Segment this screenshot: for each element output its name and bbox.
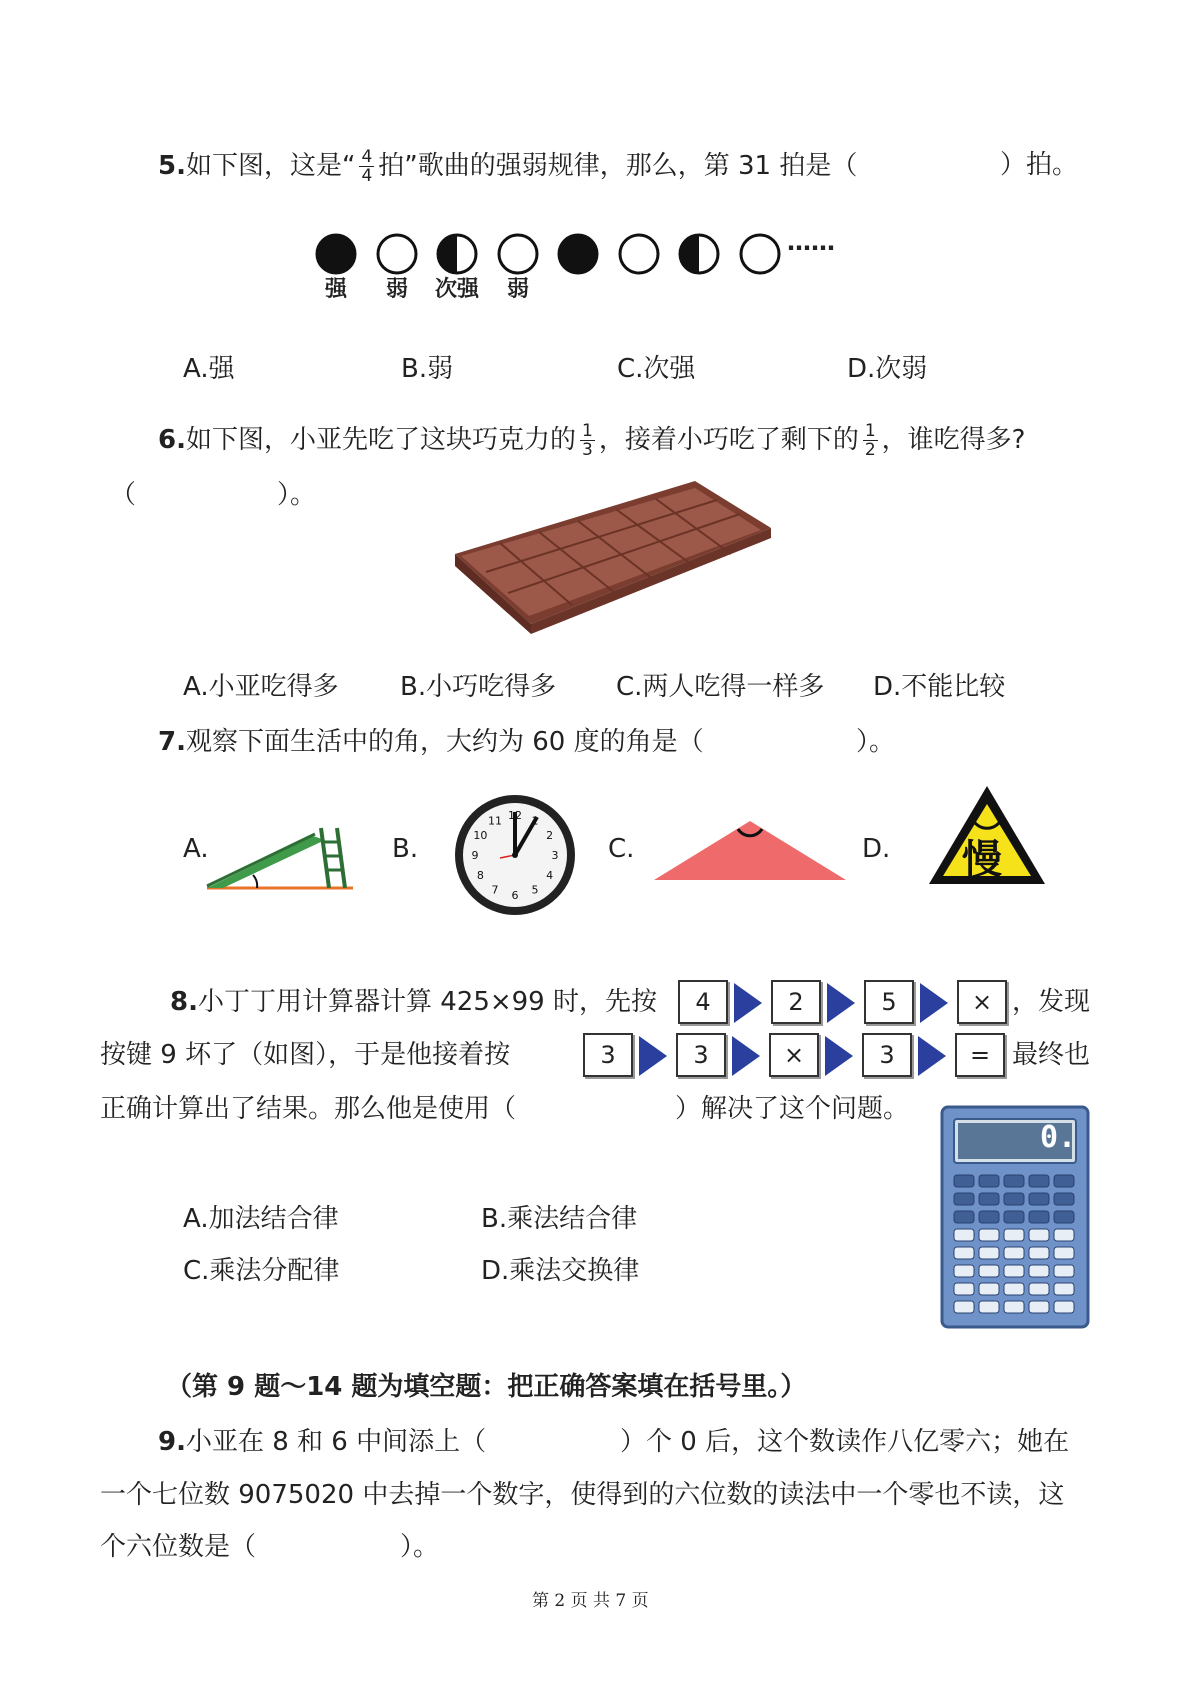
calculator-key: [979, 1247, 999, 1259]
q6-pre: 如下图，小亚先吃了这块巧克力的: [185, 425, 576, 455]
q6-option-c[interactable]: C.两人吃得一样多: [616, 672, 825, 702]
calculator-key: [1029, 1247, 1049, 1259]
q7-blank-close: ）。: [856, 727, 896, 757]
q5-fraction: [359, 148, 374, 185]
key-5: 5: [864, 980, 914, 1024]
q6-blank-open: （: [110, 480, 137, 510]
q5-frac-num: 4: [361, 147, 373, 167]
q5-frac-den: 4: [361, 166, 373, 186]
q8-option-b[interactable]: B.乘法结合律: [481, 1204, 638, 1234]
clock-numeral: 11: [488, 814, 502, 828]
calculator-key: [954, 1265, 974, 1277]
q6-fraction-1: [580, 422, 595, 459]
slow-sign-text: 慢: [962, 837, 1002, 883]
calculator-key: [954, 1229, 974, 1241]
arrow-right-icon: [920, 983, 948, 1023]
q8-option-c[interactable]: C.乘法分配律: [183, 1256, 340, 1286]
q5-number: 5.: [158, 151, 186, 181]
beat-weak-3: [620, 235, 658, 273]
q8-line2: 按键 9 坏了（如图），于是他接着按: [100, 1040, 511, 1070]
beat-strong-1: [317, 235, 355, 273]
calculator-key: [954, 1283, 974, 1295]
clock-numeral: 12: [508, 809, 522, 822]
calculator-key: [979, 1175, 999, 1187]
clock-numeral: 10: [473, 829, 488, 842]
beat-label-1: 强: [324, 277, 347, 302]
clock-numeral: 6: [511, 889, 519, 902]
clock-numeral: 1: [531, 814, 539, 828]
calculator-key: [1054, 1175, 1074, 1187]
q9-line3b: ）。: [400, 1532, 440, 1562]
section-note: （第 9 题～14 题为填空题：把正确答案填在括号里。）: [166, 1372, 807, 1402]
arrow-right-icon: [918, 1036, 946, 1076]
q9-line1a: 小亚在 8 和 6 中间添上（: [185, 1427, 487, 1457]
q8-line1: [170, 985, 657, 1019]
q8-line2-end: 最终也: [1012, 1040, 1091, 1070]
beat-weak-2: [499, 235, 537, 273]
q6-frac2-num: 1: [864, 421, 876, 441]
calculator-key: [1054, 1229, 1074, 1241]
beat-label-4: 弱: [506, 277, 529, 302]
calculator-key: [979, 1229, 999, 1241]
q8-line1-end: ，发现: [1012, 987, 1091, 1017]
beat-ellipsis: ……: [787, 228, 835, 256]
chocolate-bar-image: [455, 478, 775, 638]
q6-number: 6.: [158, 425, 186, 455]
q9-line1: [158, 1425, 486, 1459]
calculator-key: [1004, 1193, 1024, 1205]
q5-option-b[interactable]: B.弱: [401, 354, 454, 384]
calculator-key: [954, 1301, 974, 1313]
beat-label-3: 次强: [434, 277, 479, 302]
q8-number: 8.: [170, 987, 198, 1017]
q6-option-b[interactable]: B.小巧吃得多: [400, 672, 557, 702]
q7-option-c-label[interactable]: C.: [608, 834, 635, 864]
q7-option-a-label[interactable]: A.: [183, 834, 209, 864]
calculator-key: [979, 1211, 999, 1223]
calculator-display: 0.: [1040, 1120, 1077, 1155]
q7-option-b-label[interactable]: B.: [392, 834, 419, 864]
clock-image: [450, 790, 580, 920]
arrow-right-icon: [825, 1036, 853, 1076]
q5-text: [158, 148, 857, 185]
calculator-key: [954, 1247, 974, 1259]
q7-text: [158, 725, 704, 759]
key-multiply: ×: [769, 1033, 819, 1077]
clock-numeral: 8: [476, 869, 484, 882]
calculator-key: [954, 1175, 974, 1187]
calculator-key: [954, 1211, 974, 1223]
beat-weak-1: [378, 235, 416, 273]
beat-weak-4: [741, 235, 779, 273]
q6-post: ，谁吃得多?: [881, 425, 1026, 455]
slide-image: [203, 818, 363, 898]
calculator-key: [1029, 1193, 1049, 1205]
calculator-key: [1004, 1211, 1024, 1223]
calculator-key: [1054, 1301, 1074, 1313]
q6-blank-close: ）。: [277, 480, 317, 510]
q5-option-d[interactable]: D.次弱: [847, 354, 928, 384]
clock-numeral: 5: [531, 883, 539, 897]
q6-frac1-den: 3: [581, 440, 593, 460]
q8-line1-text: 小丁丁用计算器计算 425×99 时，先按: [197, 987, 657, 1017]
arrow-right-icon: [827, 983, 855, 1023]
key-equals: =: [955, 1033, 1005, 1077]
clock-numeral: 2: [546, 829, 554, 842]
beat-strong-2: [559, 235, 597, 273]
arrow-right-icon: [732, 1036, 760, 1076]
calculator-key: [1054, 1211, 1074, 1223]
calculator-key: [1054, 1247, 1074, 1259]
calculator-key: [1004, 1247, 1024, 1259]
arrow-right-icon: [734, 983, 762, 1023]
calculator-key: [1029, 1229, 1049, 1241]
key-4: 4: [678, 980, 728, 1024]
calculator-key: [1054, 1193, 1074, 1205]
key-multiply: ×: [957, 980, 1007, 1024]
triangle-image: [650, 805, 850, 885]
q7-body: 观察下面生活中的角，大约为 60 度的角是（: [185, 727, 704, 757]
q5-blank-end: ）拍。: [1000, 150, 1079, 180]
calculator-key: [1029, 1175, 1049, 1187]
calculator-key: [1054, 1283, 1074, 1295]
q6-option-d[interactable]: D.不能比较: [873, 672, 1006, 702]
key-3: 3: [676, 1033, 726, 1077]
key-3: 3: [862, 1033, 912, 1077]
calculator-key: [979, 1283, 999, 1295]
q9-line1b: ）个 0 后，这个数读作八亿零六；她在: [620, 1427, 1070, 1457]
q6-text: [158, 422, 1025, 459]
calculator-key: [979, 1265, 999, 1277]
beat-label-2: 弱: [385, 277, 408, 302]
q9-line3a: 个六位数是（: [100, 1532, 257, 1562]
page-footer: 第 2 页 共 7 页: [532, 1591, 649, 1611]
q5-post: 拍”歌曲的强弱规律，那么，第 31 拍是（: [378, 151, 858, 181]
clock-numeral: 4: [546, 869, 554, 882]
calculator-key: [954, 1193, 974, 1205]
q6-fraction-2: [863, 422, 878, 459]
q5-pre: 如下图，这是“: [185, 151, 356, 181]
key-3: 3: [583, 1033, 633, 1077]
calculator-key: [1054, 1265, 1074, 1277]
arrow-right-icon: [639, 1036, 667, 1076]
calculator-key: [1004, 1229, 1024, 1241]
calculator-key: [1029, 1265, 1049, 1277]
q7-option-d-label[interactable]: D.: [862, 834, 891, 864]
q6-mid: ，接着小巧吃了剩下的: [598, 425, 859, 455]
q5-option-a[interactable]: A.强: [183, 354, 235, 384]
calculator-key: [1004, 1265, 1024, 1277]
q6-option-a[interactable]: A.小亚吃得多: [183, 672, 339, 702]
q8-option-d[interactable]: D.乘法交换律: [481, 1256, 640, 1286]
calculator-key: [1029, 1211, 1049, 1223]
q6-frac1-num: 1: [581, 421, 593, 441]
calculator-key: [1004, 1175, 1024, 1187]
calculator-key: [1029, 1283, 1049, 1295]
calculator-key: [979, 1301, 999, 1313]
calculator-key: [1004, 1283, 1024, 1295]
calculator-key: [979, 1193, 999, 1205]
clock-numeral: 3: [551, 849, 559, 862]
q8-line3: 正确计算出了结果。那么他是使用（: [100, 1094, 517, 1124]
q6-frac2-den: 2: [864, 440, 876, 460]
calculator-key: [1004, 1301, 1024, 1313]
q8-option-a[interactable]: A.加法结合律: [183, 1204, 339, 1234]
q8-line3-end: ）解决了这个问题。: [675, 1094, 910, 1124]
q9-line2: 一个七位数 9075020 中去掉一个数字，使得到的六位数的读法中一个零也不读，这: [100, 1480, 1065, 1510]
q5-option-c[interactable]: C.次强: [617, 354, 696, 384]
clock-numeral: 7: [491, 883, 499, 897]
clock-numeral: 9: [471, 849, 479, 862]
calculator-key: [1029, 1301, 1049, 1313]
key-2: 2: [771, 980, 821, 1024]
q7-number: 7.: [158, 727, 186, 757]
q9-number: 9.: [158, 1427, 186, 1457]
